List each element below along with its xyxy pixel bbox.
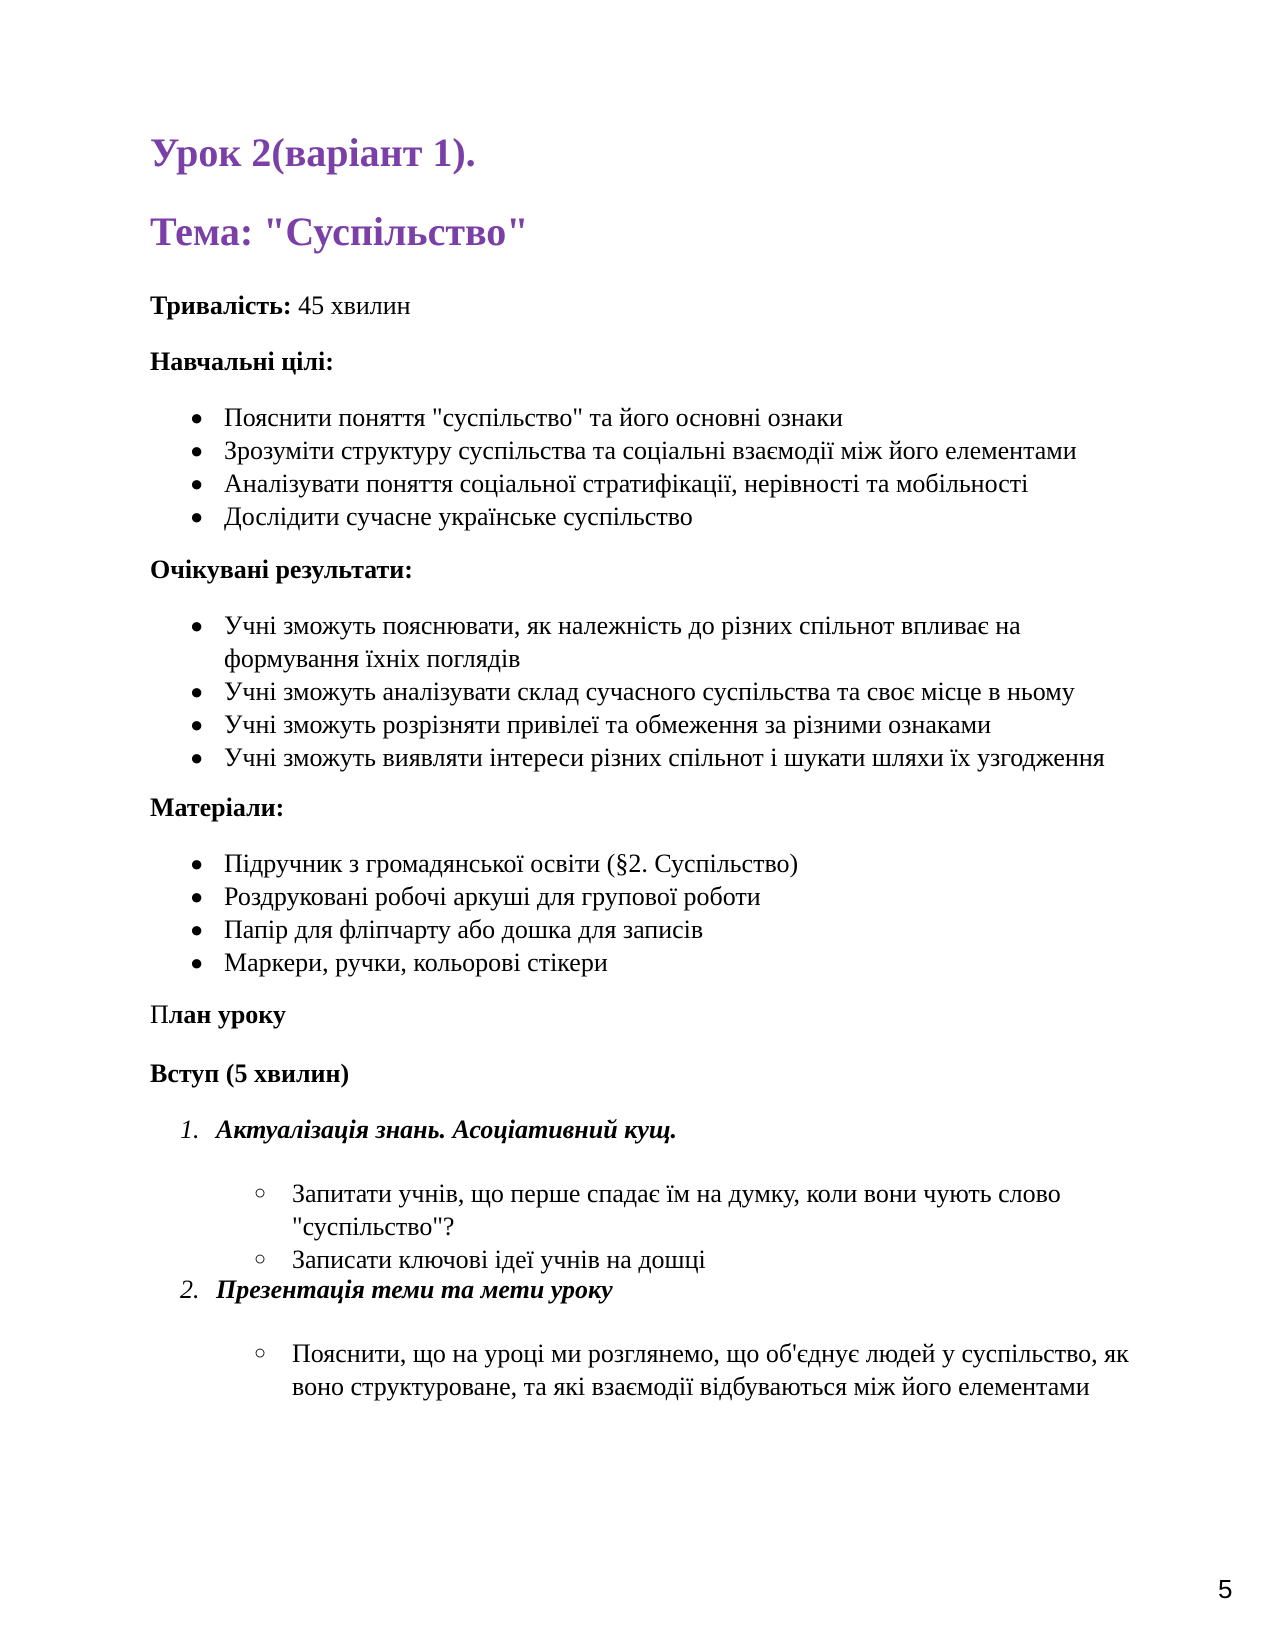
duration-label: Тривалість: (150, 291, 292, 320)
list-item: ● Учні зможуть виявляти інтереси різних спільнот і шукати шляхи їх узгодження (190, 743, 1105, 772)
list-item: ○ Пояснити, що на уроці ми розглянемо, що об'єднує людей у суспільство, як воно структуроване, та які взаємодії відбуваються між його елементами (254, 1339, 1129, 1401)
step-1-subitems (150, 1177, 1230, 1276)
list-item: ● Папір для фліпчарту або дошка для записів (190, 915, 704, 944)
list-item: ● Дослідити сучасне українське суспільство (190, 502, 693, 531)
lesson-heading: Урок 2(варіант 1). (150, 130, 476, 175)
results-title: Очікувані результати: (150, 555, 413, 584)
circle-bullet-icon: ○ (254, 1182, 267, 1204)
topic-heading: Тема: "Суспільство" (150, 209, 529, 254)
results-list (150, 609, 1230, 774)
bullet-icon: ● (190, 504, 204, 529)
duration-value: 45 хвилин (291, 291, 411, 320)
bullet-icon: ● (190, 745, 204, 770)
list-item: ● Пояснити поняття "суспільство" та його основні ознаки (190, 403, 843, 432)
bullet-icon: ● (190, 917, 204, 942)
list-item: ● Учні зможуть аналізувати склад сучасного суспільства та своє місце в ньому (190, 677, 1075, 706)
materials-title: Матеріали: (150, 793, 285, 822)
list-item: ● Маркери, ручки, кольорові стікери (190, 948, 608, 977)
circle-bullet-icon: ○ (254, 1342, 267, 1364)
page-number: 5 (1218, 1574, 1233, 1604)
list-item: ○ Запитати учнів, що перше спадає їм на думку, коли вони чують слово "суспільство"? (254, 1179, 1061, 1241)
circle-bullet-icon: ○ (254, 1248, 267, 1270)
bullet-icon: ● (190, 679, 204, 704)
step-2-title: 2. Презентація теми та мети уроку (180, 1275, 613, 1304)
step-2-subitems (150, 1337, 1230, 1403)
list-item: ● Учні зможуть розрізняти привілеї та обмеження за різними ознаками (190, 710, 991, 739)
document-page (150, 0, 1233, 1650)
bullet-icon: ● (190, 851, 204, 876)
bullet-icon: ● (190, 405, 204, 430)
intro-title: Вступ (5 хвилин) (150, 1059, 350, 1088)
bullet-icon: ● (190, 438, 204, 463)
bullet-icon: ● (190, 471, 204, 496)
list-item: ● Зрозуміти структуру суспільства та соціальні взаємодії між його елементами (190, 436, 1077, 465)
list-item: ● Роздруковані робочі аркуші для групової роботи (190, 882, 761, 911)
list-item: ● Аналізувати поняття соціальної стратифікації, нерівності та мобільності (190, 469, 1029, 498)
bullet-icon: ● (190, 712, 204, 737)
materials-list (150, 847, 1230, 979)
list-item: ● Учні зможуть пояснювати, як належність до різних спільнот впливає на формування їхніх поглядів (190, 611, 1021, 673)
plan-title: План уроку (150, 1000, 286, 1029)
list-item: ○ Записати ключові ідеї учнів на дошці (254, 1245, 706, 1274)
list-item: ● Підручник з громадянської освіти (§2. Суспільство) (190, 849, 799, 878)
bullet-icon: ● (190, 884, 204, 909)
step-1-title: 1. Актуалізація знань. Асоціативний кущ. (180, 1115, 678, 1144)
goals-list (150, 401, 1230, 533)
duration-line (150, 289, 411, 322)
goals-title: Навчальні цілі: (150, 347, 334, 376)
bullet-icon: ● (190, 613, 204, 638)
bullet-icon: ● (190, 950, 204, 975)
